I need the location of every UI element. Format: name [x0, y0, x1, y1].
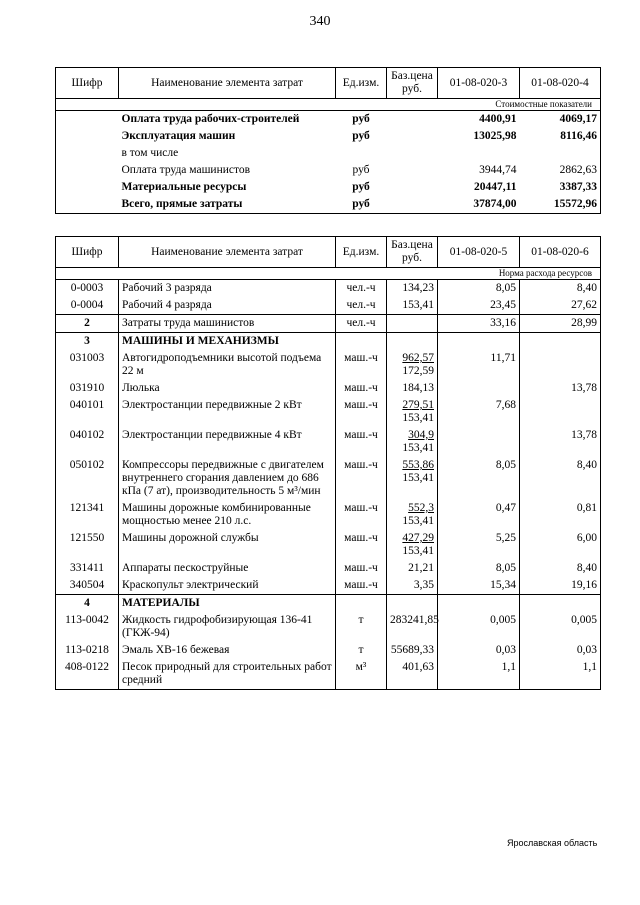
- row-price: [387, 297, 438, 315]
- subheader: Норма расхода ресурсов: [56, 268, 601, 280]
- row-value-a: [438, 595, 520, 613]
- subheader-row: [56, 268, 601, 280]
- row-value-b: 27,62: [520, 297, 601, 315]
- row-price: [387, 128, 438, 145]
- table-row: [56, 397, 601, 427]
- row-unit: чел.-ч: [336, 297, 387, 315]
- table-row: [56, 162, 601, 179]
- table-row: [56, 315, 601, 333]
- row-price: [387, 196, 438, 214]
- header-price: Баз.цена руб.: [387, 68, 438, 99]
- row-price: [387, 642, 438, 659]
- resource-norms-table: [55, 236, 601, 690]
- row-name: Автогидроподъемники высотой подъема 22 м: [119, 350, 336, 380]
- row-price: [387, 397, 438, 427]
- row-name: Компрессоры передвижные с двигателем внутреннего сгорания давлением до 686 кПа (7 ат), производительность 5 м³/мин: [119, 457, 336, 500]
- base-price: 401,63: [402, 661, 434, 673]
- row-unit: руб: [352, 181, 370, 193]
- row-value-a: 3944,74: [479, 164, 517, 176]
- row-value-a: 8,05: [438, 560, 520, 577]
- row-name: Оплата труда машинистов: [121, 164, 251, 176]
- operator-price: 172,59: [402, 365, 434, 377]
- row-unit: т: [336, 612, 387, 642]
- row-value-b: 8116,46: [560, 130, 597, 142]
- row-value-b: 2862,63: [559, 164, 597, 176]
- table-row: [56, 280, 601, 298]
- row-name: Жидкость гидрофобизирующая 136-41 (ГКЖ-94): [119, 612, 336, 642]
- row-price: [387, 111, 438, 129]
- row-name: в том числе: [121, 147, 179, 159]
- row-value-b: 28,99: [520, 315, 601, 333]
- row-unit: руб: [352, 164, 370, 176]
- header-col-a: 01-08-020-3: [438, 68, 520, 99]
- row-price: [387, 530, 438, 560]
- row-code: 331411: [56, 560, 119, 577]
- row-code: [56, 196, 119, 214]
- row-value-a: 11,71: [438, 350, 520, 380]
- row-value-b: [520, 145, 601, 162]
- row-unit: чел.-ч: [336, 315, 387, 333]
- row-unit: маш.-ч: [336, 427, 387, 457]
- row-value-b: 8,40: [520, 560, 601, 577]
- table-row: [56, 333, 601, 351]
- row-unit: маш.-ч: [336, 350, 387, 380]
- row-unit: т: [336, 642, 387, 659]
- row-value-a: 7,68: [438, 397, 520, 427]
- table-row: [56, 196, 601, 214]
- base-price: 279,51: [402, 399, 434, 411]
- row-value-a: 23,45: [438, 297, 520, 315]
- row-value-a: [438, 427, 520, 457]
- row-code: 121341: [56, 500, 119, 530]
- row-name: Материальные ресурсы: [121, 181, 247, 193]
- row-code: 040101: [56, 397, 119, 427]
- row-unit: чел.-ч: [336, 280, 387, 298]
- row-value-b: 0,81: [520, 500, 601, 530]
- row-value-a: 20447,11: [474, 181, 517, 193]
- row-price: [387, 560, 438, 577]
- row-code: [56, 162, 119, 179]
- row-price: [387, 179, 438, 196]
- table-row: [56, 595, 601, 613]
- table-row: [56, 457, 601, 500]
- row-code: 031003: [56, 350, 119, 380]
- row-unit: [336, 333, 387, 351]
- row-code: 2: [56, 315, 119, 333]
- row-unit: руб: [352, 113, 370, 125]
- row-code: 4: [56, 595, 119, 613]
- row-code: [56, 111, 119, 129]
- row-value-b: [520, 397, 601, 427]
- row-unit: маш.-ч: [336, 577, 387, 595]
- row-value-a: 15,34: [438, 577, 520, 595]
- base-price: 553,86: [402, 459, 434, 471]
- row-value-b: 8,40: [520, 280, 601, 298]
- row-value-b: 15572,96: [553, 198, 597, 210]
- cost-indicators-table: [55, 67, 601, 214]
- row-value-a: [438, 380, 520, 397]
- page-number: 340: [309, 14, 331, 29]
- base-price: 184,13: [402, 382, 434, 394]
- row-value-a: 0,03: [438, 642, 520, 659]
- row-name: Люлька: [119, 380, 336, 397]
- row-price: [387, 595, 438, 613]
- row-unit: маш.-ч: [336, 530, 387, 560]
- row-price: [387, 350, 438, 380]
- row-name: Машины дорожной службы: [119, 530, 336, 560]
- table-header-row: [56, 237, 601, 268]
- row-price: [387, 145, 438, 162]
- region-footer: Ярославская область: [507, 838, 598, 848]
- row-unit: маш.-ч: [336, 560, 387, 577]
- header-code: Шифр: [56, 68, 119, 99]
- row-value-b: 4069,17: [559, 113, 597, 125]
- row-unit: [336, 595, 387, 613]
- row-price: [387, 457, 438, 500]
- header-code: Шифр: [56, 237, 119, 268]
- base-price: 21,21: [408, 562, 434, 574]
- subheader-row: [56, 99, 601, 111]
- base-price: 3,35: [413, 579, 434, 591]
- row-name: Эмаль ХВ-16 бежевая: [119, 642, 336, 659]
- row-value-a: 13025,98: [473, 130, 517, 142]
- table-row: [56, 380, 601, 397]
- header-col-b: 01-08-020-4: [520, 68, 601, 99]
- table-header-row: [56, 68, 601, 99]
- row-value-a: [438, 333, 520, 351]
- row-code: 031910: [56, 380, 119, 397]
- table-row: [56, 111, 601, 129]
- row-name: Машины дорожные комбинированные мощностью менее 210 л.с.: [119, 500, 336, 530]
- table-row: [56, 642, 601, 659]
- row-name: Электростанции передвижные 4 кВт: [119, 427, 336, 457]
- table-row: [56, 560, 601, 577]
- row-unit: маш.-ч: [336, 380, 387, 397]
- table-row: [56, 179, 601, 196]
- base-price: 283241,85: [390, 614, 439, 626]
- row-value-b: 13,78: [520, 427, 601, 457]
- row-value-a: 33,16: [438, 315, 520, 333]
- row-name: Аппараты пескоструйные: [119, 560, 336, 577]
- row-code: 340504: [56, 577, 119, 595]
- table-row: [56, 350, 601, 380]
- row-unit: маш.-ч: [336, 457, 387, 500]
- table-row: [56, 297, 601, 315]
- subheader: Стоимостные показатели: [56, 99, 601, 111]
- base-price: 962,57: [402, 352, 434, 364]
- row-price: [387, 280, 438, 298]
- row-value-b: 1,1: [520, 659, 601, 690]
- row-value-a: 0,47: [438, 500, 520, 530]
- table-row: [56, 427, 601, 457]
- row-code: 113-0218: [56, 642, 119, 659]
- row-price: [387, 500, 438, 530]
- operator-price: 153,41: [402, 442, 434, 454]
- row-name: Затраты труда машинистов: [119, 315, 336, 333]
- row-price: [387, 315, 438, 333]
- header-unit: Ед.изм.: [336, 237, 387, 268]
- row-price: [387, 427, 438, 457]
- base-price: 304,9: [408, 429, 434, 441]
- row-name: Электростанции передвижные 2 кВт: [119, 397, 336, 427]
- row-code: 113-0042: [56, 612, 119, 642]
- row-value-b: [520, 350, 601, 380]
- row-value-a: 8,05: [438, 280, 520, 298]
- row-code: 040102: [56, 427, 119, 457]
- table-row: [56, 612, 601, 642]
- row-unit: [336, 145, 387, 162]
- header-price: Баз.цена руб.: [387, 237, 438, 268]
- row-name: Рабочий 3 разряда: [119, 280, 336, 298]
- row-value-a: [438, 145, 520, 162]
- header-unit: Ед.изм.: [336, 68, 387, 99]
- header-col-b: 01-08-020-6: [520, 237, 601, 268]
- row-value-b: 3387,33: [559, 181, 597, 193]
- base-price: [390, 317, 434, 330]
- row-code: 0-0004: [56, 297, 119, 315]
- operator-price: 153,41: [402, 545, 434, 557]
- table-row: [56, 530, 601, 560]
- base-price: [390, 597, 434, 610]
- row-value-b: [520, 333, 601, 351]
- row-code: 0-0003: [56, 280, 119, 298]
- row-name: Эксплуатация машин: [121, 130, 236, 142]
- row-value-b: 0,03: [520, 642, 601, 659]
- table-row: [56, 145, 601, 162]
- base-price: 134,23: [402, 282, 434, 294]
- row-unit: маш.-ч: [336, 500, 387, 530]
- row-code: [56, 145, 119, 162]
- row-value-b: 8,40: [520, 457, 601, 500]
- row-price: [387, 380, 438, 397]
- base-price: 427,29: [402, 532, 434, 544]
- row-value-a: 1,1: [438, 659, 520, 690]
- operator-price: 153,41: [402, 412, 434, 424]
- row-code: 121550: [56, 530, 119, 560]
- base-price: 55689,33: [390, 644, 434, 656]
- row-value-b: 6,00: [520, 530, 601, 560]
- row-code: [56, 128, 119, 145]
- row-price: [387, 162, 438, 179]
- row-code: 408-0122: [56, 659, 119, 690]
- base-price: 153,41: [402, 299, 434, 311]
- row-unit: руб: [352, 130, 370, 142]
- row-unit: м³: [336, 659, 387, 690]
- table-row: [56, 577, 601, 595]
- operator-price: 153,41: [402, 472, 434, 484]
- base-price: [390, 335, 434, 348]
- row-price: [387, 333, 438, 351]
- base-price: 552,3: [408, 502, 434, 514]
- row-code: 050102: [56, 457, 119, 500]
- row-value-a: 5,25: [438, 530, 520, 560]
- row-value-b: [520, 595, 601, 613]
- row-price: [387, 577, 438, 595]
- row-code: [56, 179, 119, 196]
- table-row: [56, 659, 601, 690]
- row-unit: руб: [352, 198, 370, 210]
- header-col-a: 01-08-020-5: [438, 237, 520, 268]
- header-name: Наименование элемента затрат: [119, 68, 336, 99]
- row-name: Оплата труда рабочих-строителей: [121, 113, 300, 125]
- operator-price: 153,41: [402, 515, 434, 527]
- table-row: [56, 500, 601, 530]
- row-name: Рабочий 4 разряда: [119, 297, 336, 315]
- row-value-a: 37874,00: [473, 198, 517, 210]
- row-price: [387, 612, 438, 642]
- header-name: Наименование элемента затрат: [119, 237, 336, 268]
- row-unit: маш.-ч: [336, 397, 387, 427]
- table-row: [56, 128, 601, 145]
- row-name: МАТЕРИАЛЫ: [119, 595, 336, 613]
- row-code: 3: [56, 333, 119, 351]
- row-price: [387, 659, 438, 690]
- row-value-b: 19,16: [520, 577, 601, 595]
- row-name: МАШИНЫ И МЕХАНИЗМЫ: [119, 333, 336, 351]
- row-name: Всего, прямые затраты: [121, 198, 243, 210]
- row-value-b: 13,78: [520, 380, 601, 397]
- row-value-b: 0,005: [520, 612, 601, 642]
- row-name: Песок природный для строительных работ средний: [119, 659, 336, 690]
- row-value-a: 0,005: [438, 612, 520, 642]
- row-value-a: 4400,91: [479, 113, 517, 125]
- row-value-a: 8,05: [438, 457, 520, 500]
- row-name: Краскопульт электрический: [119, 577, 336, 595]
